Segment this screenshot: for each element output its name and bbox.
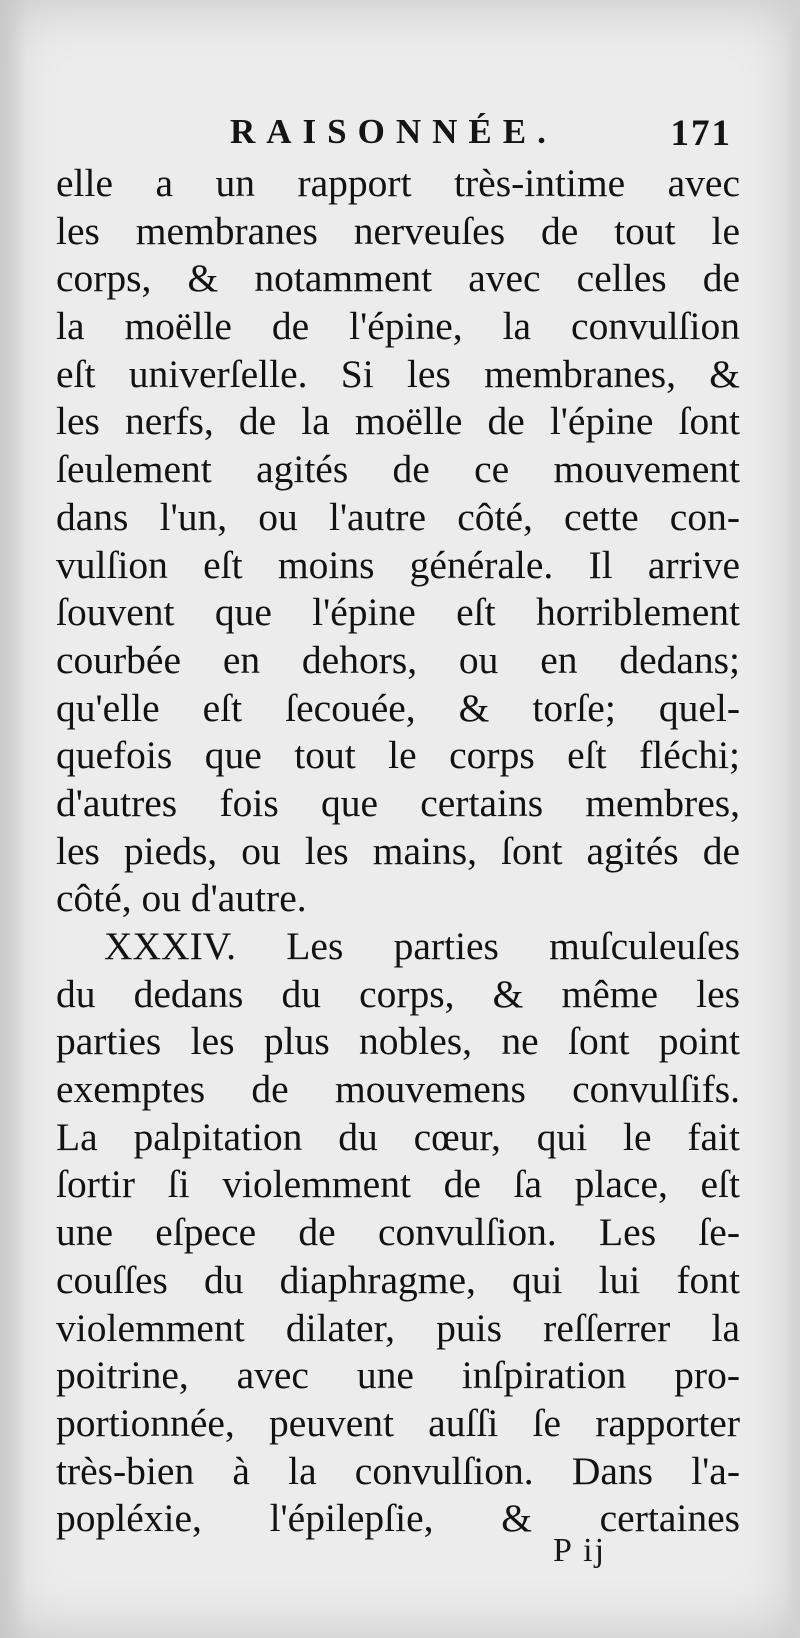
text-line: la moëlle de l'épine, la convulſion (56, 304, 740, 349)
text-line: parties les plus nobles, ne ſont point (56, 1019, 740, 1064)
text-line: les membranes nerveuſes de tout le (56, 208, 740, 253)
text-line: popléxie, l'épilepſie, & certaines (56, 1496, 740, 1541)
text-line: ſortir ſi violemment de ſa place, eſt (56, 1162, 740, 1207)
text-line: du dedans du corps, & même les (56, 971, 740, 1016)
text-line: poitrine, avec une inſpiration pro- (56, 1353, 740, 1398)
text-line: elle a un rapport très-intime avec (56, 161, 740, 205)
gutter-shadow (0, 0, 26, 1638)
text-line: corps, & notamment avec celles de (56, 256, 740, 301)
text-line: d'autres fois que certains membres, (56, 780, 740, 825)
text-line: ſeulement agités de ce mouvement (56, 447, 740, 492)
text-line: vulſion eſt moins générale. Il arrive (56, 542, 740, 587)
text-line: très-bien à la convulſion. Dans l'a- (56, 1448, 740, 1493)
text-line: les nerfs, de la moëlle de l'épine ſont (56, 399, 740, 444)
page-number: 171 (670, 113, 732, 154)
paragraph-end-line: côté, ou d'autre. (56, 876, 307, 921)
section-start-line: XXXIV. Les parties muſculeuſes (104, 924, 740, 968)
page-header (230, 112, 750, 162)
text-line: qu'elle eſt ſecouée, & torſe; quel- (56, 685, 740, 730)
body-text (56, 160, 740, 1543)
text-line: portionnée, peuvent auſſi ſe rapporter (56, 1400, 740, 1445)
text-line: couſſes du diaphragme, qui lui font (56, 1257, 740, 1302)
text-line: eſt univerſelle. Si les membranes, & (56, 351, 740, 396)
text-line: une eſpece de convulſion. Les ſe- (56, 1210, 740, 1255)
text-line: exemptes de mouvemens convulſifs. (56, 1067, 740, 1112)
running-head: RAISONNÉE. (230, 112, 557, 151)
text-line: dans l'un, ou l'autre côté, cette con- (56, 494, 740, 539)
text-line: courbée en dehors, ou en dedans; (56, 637, 740, 682)
text-line: violemment dilater, puis reſſerrer la (56, 1305, 740, 1350)
text-line: La palpitation du cœur, qui le fait (56, 1114, 740, 1159)
text-line: les pieds, ou les mains, ſont agités de (56, 828, 740, 873)
text-line: ſouvent que l'épine eſt horriblement (56, 590, 740, 635)
text-line: quefois que tout le corps eſt fléchi; (56, 733, 740, 778)
page-edge-shadow (786, 0, 800, 1638)
signature-mark: P ij (553, 1532, 607, 1569)
